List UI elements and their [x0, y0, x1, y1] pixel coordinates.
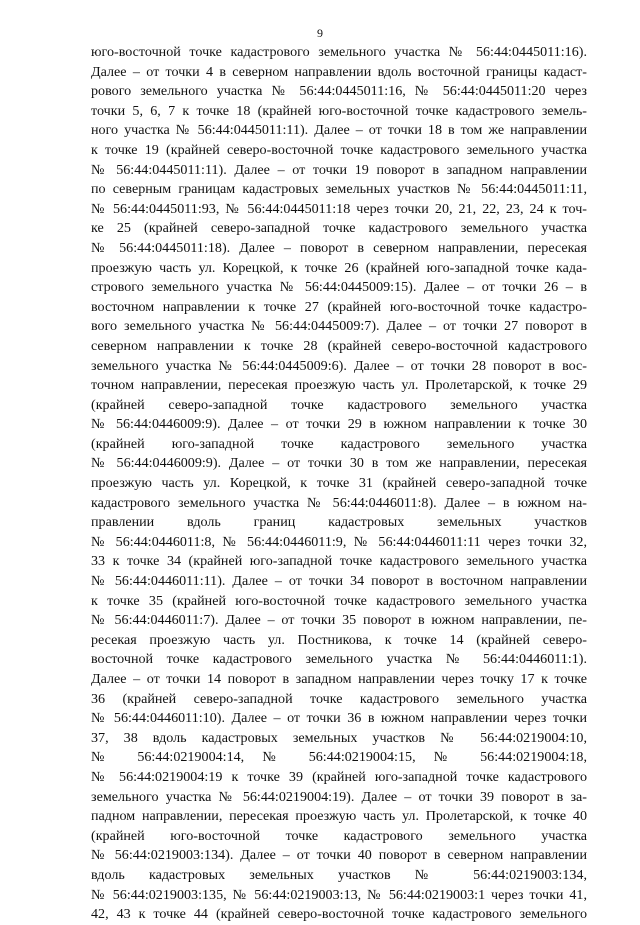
text-line: стрового земельного участка № 56:44:0445009:15). Далее – от точки 26 – в: [91, 279, 587, 296]
text-line: восточной точке кадастрового земельного участка № 56:44:0446011:1).: [91, 651, 587, 668]
text-line: № 56:44:0219003:134). Далее – от точки 40 поворот в северном направлении: [91, 847, 587, 864]
text-line: № 56:44:0445011:93, № 56:44:0445011:18 через точки 20, 21, 22, 23, 24 к точ-: [91, 200, 587, 217]
text-line: кадастрового земельного участка № 56:44:0446011:8). Далее – в южном на-: [91, 494, 587, 511]
page-number: 9: [317, 26, 323, 40]
text-line: № 56:44:0219004:19 к точке 39 (крайней юго-западной точке кадастрового: [91, 768, 587, 785]
text-line: ке 25 (крайней северо-западной точке кадастрового земельного участка: [91, 220, 587, 237]
text-line: точном направлении, пересекая проезжую часть ул. Пролетарской, к точке 29: [91, 377, 587, 394]
text-line: 42, 43 к точке 44 (крайней северо-восточной точке кадастрового земельного: [91, 906, 587, 923]
text-line: № 56:44:0219003:135, № 56:44:0219003:13, № 56:44:0219003:1 через точки 41,: [91, 886, 587, 903]
text-line: проезжую часть ул. Корецкой, к точке 26 (крайней юго-западной точке када-: [91, 259, 587, 276]
text-line: вдоль кадастровых земельных участков № 56:44:0219003:134,: [91, 866, 587, 883]
text-line: (крайней юго-восточной точке кадастрового земельного участка: [91, 827, 587, 844]
text-line: падном направлении, пересекая проезжую часть ул. Пролетарской, к точке 40: [91, 808, 587, 825]
text-line: № 56:44:0446011:8, № 56:44:0446011:9, № 56:44:0446011:11 через точки 32,: [91, 533, 587, 550]
text-line: по северным границам кадастровых земельных участков № 56:44:0445011:11,: [91, 181, 587, 198]
text-line: земельного участка № 56:44:0219004:19). Далее – от точки 39 поворот в за-: [91, 788, 587, 805]
text-line: рового земельного участка № 56:44:0445011:16, № 56:44:0445011:20 через: [91, 83, 587, 100]
text-line: 37, 38 вдоль кадастровых земельных участков № 56:44:0219004:10,: [91, 729, 587, 746]
text-line: правлении вдоль границ кадастровых земельных участков: [91, 514, 587, 531]
text-line: 36 (крайней северо-западной точке кадастрового земельного участка: [91, 690, 587, 707]
text-line: № 56:44:0446009:9). Далее – от точки 29 в южном направлении к точке 30: [91, 416, 587, 433]
text-line: № 56:44:0446011:7). Далее – от точки 35 поворот в южном направлении, пе-: [91, 612, 587, 629]
text-line: Далее – от точки 4 в северном направлении вдоль восточной границы кадаст-: [91, 63, 587, 80]
body-text: [91, 43, 587, 925]
text-line: № 56:44:0446011:11). Далее – от точки 34 поворот в восточном направлении: [91, 573, 587, 590]
text-line: № 56:44:0445011:18). Далее – поворот в северном направлении, пересекая: [91, 239, 587, 256]
text-line: точки 5, 6, 7 к точке 18 (крайней юго-восточной точке кадастрового земель-: [91, 102, 587, 119]
text-line: № 56:44:0219004:14, № 56:44:0219004:15, № 56:44:0219004:18,: [91, 749, 587, 766]
text-line: к точке 35 (крайней юго-восточной точке кадастрового земельного участка: [91, 592, 587, 609]
text-line: земельного участка № 56:44:0445009:6). Далее – от точки 28 поворот в вос-: [91, 357, 587, 374]
text-line: юго-восточной точке кадастрового земельного участка № 56:44:0445011:16).: [91, 44, 587, 60]
text-line: к точке 19 (крайней северо-восточной точке кадастрового земельного участка: [91, 141, 587, 158]
text-line: вого земельного участка № 56:44:0445009:7). Далее – от точки 27 поворот в: [91, 318, 587, 335]
text-line: Далее – от точки 14 поворот в западном направлении через точку 17 к точке: [91, 671, 587, 687]
text-line: № 56:44:0446009:9). Далее – от точки 30 в том же направлении, пересекая: [91, 455, 587, 472]
text-line: (крайней юго-западной точке кадастрового земельного участка: [91, 435, 587, 452]
text-line: № 56:44:0446011:10). Далее – от точки 36 в южном направлении через точки: [91, 710, 587, 727]
text-line: ресекая проезжую часть ул. Постникова, к точке 14 (крайней северо-: [91, 631, 587, 648]
text-line: ного участка № 56:44:0445011:11). Далее – от точки 18 в том же направлении: [91, 122, 587, 139]
text-line: восточном направлении к точке 27 (крайней юго-восточной точке кадастро-: [91, 298, 587, 315]
text-line: (крайней северо-западной точке кадастрового земельного участка: [91, 396, 587, 413]
text-line: 33 к точке 34 (крайней юго-западной точке кадастрового земельного участка: [91, 553, 587, 570]
text-line: проезжую часть ул. Корецкой, к точке 31 (крайней северо-западной точке: [91, 475, 587, 492]
text-line: северном направлении к точке 28 (крайней северо-восточной кадастрового: [91, 337, 587, 354]
text-line: № 56:44:0445011:11). Далее – от точки 19 поворот в западном направлении: [91, 161, 587, 178]
